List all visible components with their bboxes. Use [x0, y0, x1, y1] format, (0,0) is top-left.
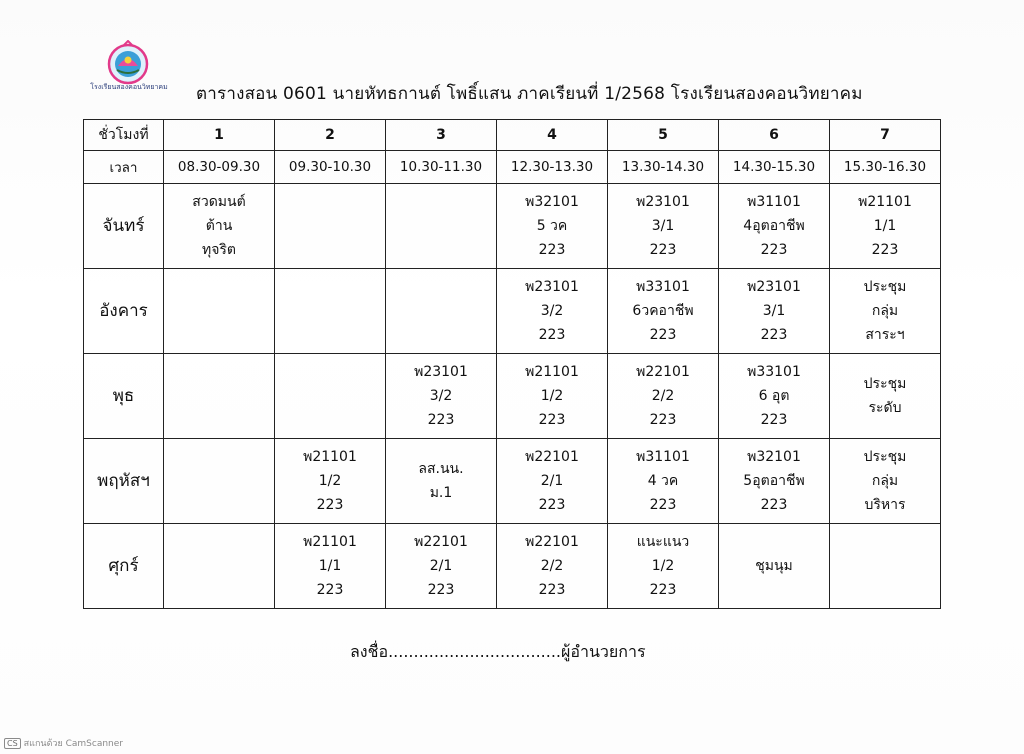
cell-text: 2/1	[429, 558, 453, 574]
cell-text: ประชุม	[863, 279, 907, 295]
schedule-cell	[830, 354, 941, 439]
scanner-watermark	[4, 736, 123, 750]
schedule-cell	[275, 524, 386, 609]
period-number: 3	[386, 120, 497, 151]
schedule-cell	[719, 269, 830, 354]
time-slot: 15.30-16.30	[830, 151, 941, 184]
cell-text: 4 วค	[647, 473, 679, 489]
timetable	[83, 119, 941, 609]
time-slot: 12.30-13.30	[497, 151, 608, 184]
schedule-cell	[164, 354, 275, 439]
day-label: ศุกร์	[84, 524, 164, 609]
schedule-cell	[608, 439, 719, 524]
principal-signature-line: ลงชื่อ..................................ผู้อำนวยการ	[350, 642, 646, 661]
schedule-cell	[386, 354, 497, 439]
page-title: ตารางสอน 0601 นายหัทธกานต์ โพธิ์แสน ภาคเรียนที่ 1/2568 โรงเรียนสองคอนวิทยาคม	[196, 84, 863, 104]
schedule-cell	[275, 269, 386, 354]
cell-text: พ31101	[636, 449, 690, 465]
cell-text: ประชุม	[863, 376, 907, 392]
schedule-cell	[830, 184, 941, 269]
period-number: 6	[719, 120, 830, 151]
cell-text: 223	[760, 242, 788, 258]
schedule-cell	[386, 184, 497, 269]
cell-text: 1/2	[318, 473, 342, 489]
cell-text: 223	[649, 497, 677, 513]
cell-text: 223	[316, 582, 344, 598]
time-slot: 09.30-10.30	[275, 151, 386, 184]
schedule-cell	[386, 524, 497, 609]
cell-text: 223	[538, 327, 566, 343]
cell-text: พ32101	[525, 194, 579, 210]
cell-text: 223	[649, 327, 677, 343]
schedule-cell	[608, 524, 719, 609]
day-row	[84, 439, 941, 524]
cell-text: พ22101	[636, 364, 690, 380]
time-slot: 14.30-15.30	[719, 151, 830, 184]
cell-text: 2/1	[540, 473, 564, 489]
cell-text: บริหาร	[864, 497, 906, 513]
cell-text: ต้าน	[205, 218, 233, 234]
cell-text: 3/2	[429, 388, 453, 404]
schedule-cell	[275, 184, 386, 269]
period-label: ชั่วโมงที่	[84, 120, 164, 151]
cell-text: 223	[760, 497, 788, 513]
schedule-cell	[497, 269, 608, 354]
cell-text: 2/2	[540, 558, 564, 574]
cell-text: พ22101	[525, 534, 579, 550]
period-header-row	[84, 120, 941, 151]
cell-text: 1/2	[651, 558, 675, 574]
cell-text: พ33101	[636, 279, 690, 295]
schedule-cell	[497, 524, 608, 609]
cell-text: 223	[760, 327, 788, 343]
cell-text: 223	[427, 412, 455, 428]
cell-text: แนะแนว	[636, 534, 690, 550]
schedule-cell	[497, 354, 608, 439]
camscanner-icon: CS	[4, 738, 21, 749]
cell-text: สาระฯ	[865, 327, 905, 343]
schedule-cell	[164, 184, 275, 269]
cell-text: 223	[760, 412, 788, 428]
cell-text: พ21101	[303, 534, 357, 550]
cell-text: 223	[316, 497, 344, 513]
cell-text: 223	[649, 412, 677, 428]
period-number: 4	[497, 120, 608, 151]
time-slot: 08.30-09.30	[164, 151, 275, 184]
cell-text: 223	[538, 412, 566, 428]
day-row	[84, 354, 941, 439]
cell-text: 1/1	[873, 218, 897, 234]
schedule-cell	[719, 354, 830, 439]
cell-text: 5อุตอาชีพ	[743, 473, 805, 489]
schedule-cell	[275, 439, 386, 524]
cell-text: 2/2	[651, 388, 675, 404]
cell-text: สวดมนต์	[192, 194, 246, 210]
schedule-cell	[719, 524, 830, 609]
day-label: อังคาร	[84, 269, 164, 354]
cell-text: 223	[538, 582, 566, 598]
cell-text: พ32101	[747, 449, 801, 465]
cell-text: 223	[649, 582, 677, 598]
cell-text: 223	[538, 497, 566, 513]
schedule-cell	[164, 439, 275, 524]
cell-text: 4อุตอาชีพ	[743, 218, 805, 234]
cell-text: 1/2	[540, 388, 564, 404]
cell-text: 3/1	[651, 218, 675, 234]
schedule-cell	[608, 184, 719, 269]
schedule-cell	[719, 184, 830, 269]
cell-text: ชุมนุม	[755, 558, 793, 574]
day-row	[84, 524, 941, 609]
cell-text: 3/2	[540, 303, 564, 319]
cell-text: ลส.นน.	[418, 461, 464, 477]
time-row	[84, 151, 941, 184]
cell-text: พ21101	[858, 194, 912, 210]
cell-text: ประชุม	[863, 449, 907, 465]
day-label: จันทร์	[84, 184, 164, 269]
cell-text: ทุจริต	[201, 242, 237, 258]
cell-text: 223	[871, 242, 899, 258]
time-label: เวลา	[84, 151, 164, 184]
cell-text: พ22101	[525, 449, 579, 465]
schedule-cell	[386, 439, 497, 524]
cell-text: พ21101	[525, 364, 579, 380]
cell-text: พ23101	[525, 279, 579, 295]
schedule-cell	[164, 524, 275, 609]
day-row	[84, 269, 941, 354]
cell-text: พ23101	[747, 279, 801, 295]
day-label: พฤหัสฯ	[84, 439, 164, 524]
cell-text: พ33101	[747, 364, 801, 380]
day-row	[84, 184, 941, 269]
schedule-cell	[719, 439, 830, 524]
period-number: 7	[830, 120, 941, 151]
schedule-cell	[386, 269, 497, 354]
cell-text: พ21101	[303, 449, 357, 465]
period-number: 1	[164, 120, 275, 151]
logo-caption: โรงเรียนสองคอนวิทยาคม	[90, 83, 168, 91]
schedule-cell	[164, 269, 275, 354]
schedule-cell	[830, 439, 941, 524]
schedule-cell	[275, 354, 386, 439]
cell-text: พ23101	[636, 194, 690, 210]
cell-text: ม.1	[429, 485, 453, 501]
cell-text: พ31101	[747, 194, 801, 210]
cell-text: 223	[649, 242, 677, 258]
watermark-text: สแกนด้วย CamScanner	[23, 739, 123, 749]
period-number: 5	[608, 120, 719, 151]
cell-text: 223	[538, 242, 566, 258]
schedule-cell	[830, 269, 941, 354]
cell-text: กลุ่ม	[871, 473, 899, 489]
cell-text: พ22101	[414, 534, 468, 550]
cell-text: 5 วค	[536, 218, 568, 234]
schedule-cell	[830, 524, 941, 609]
cell-text: ระดับ	[868, 400, 902, 416]
time-slot: 13.30-14.30	[608, 151, 719, 184]
cell-text: พ23101	[414, 364, 468, 380]
cell-text: 3/1	[762, 303, 786, 319]
period-number: 2	[275, 120, 386, 151]
cell-text: กลุ่ม	[871, 303, 899, 319]
cell-text: 1/1	[318, 558, 342, 574]
cell-text: 6วคอาชีพ	[632, 303, 694, 319]
time-slot: 10.30-11.30	[386, 151, 497, 184]
schedule-cell	[497, 439, 608, 524]
schedule-cell	[497, 184, 608, 269]
schedule-cell	[608, 269, 719, 354]
cell-text: 223	[427, 582, 455, 598]
day-label: พุธ	[84, 354, 164, 439]
schedule-cell	[608, 354, 719, 439]
cell-text: 6 อุต	[758, 388, 790, 404]
